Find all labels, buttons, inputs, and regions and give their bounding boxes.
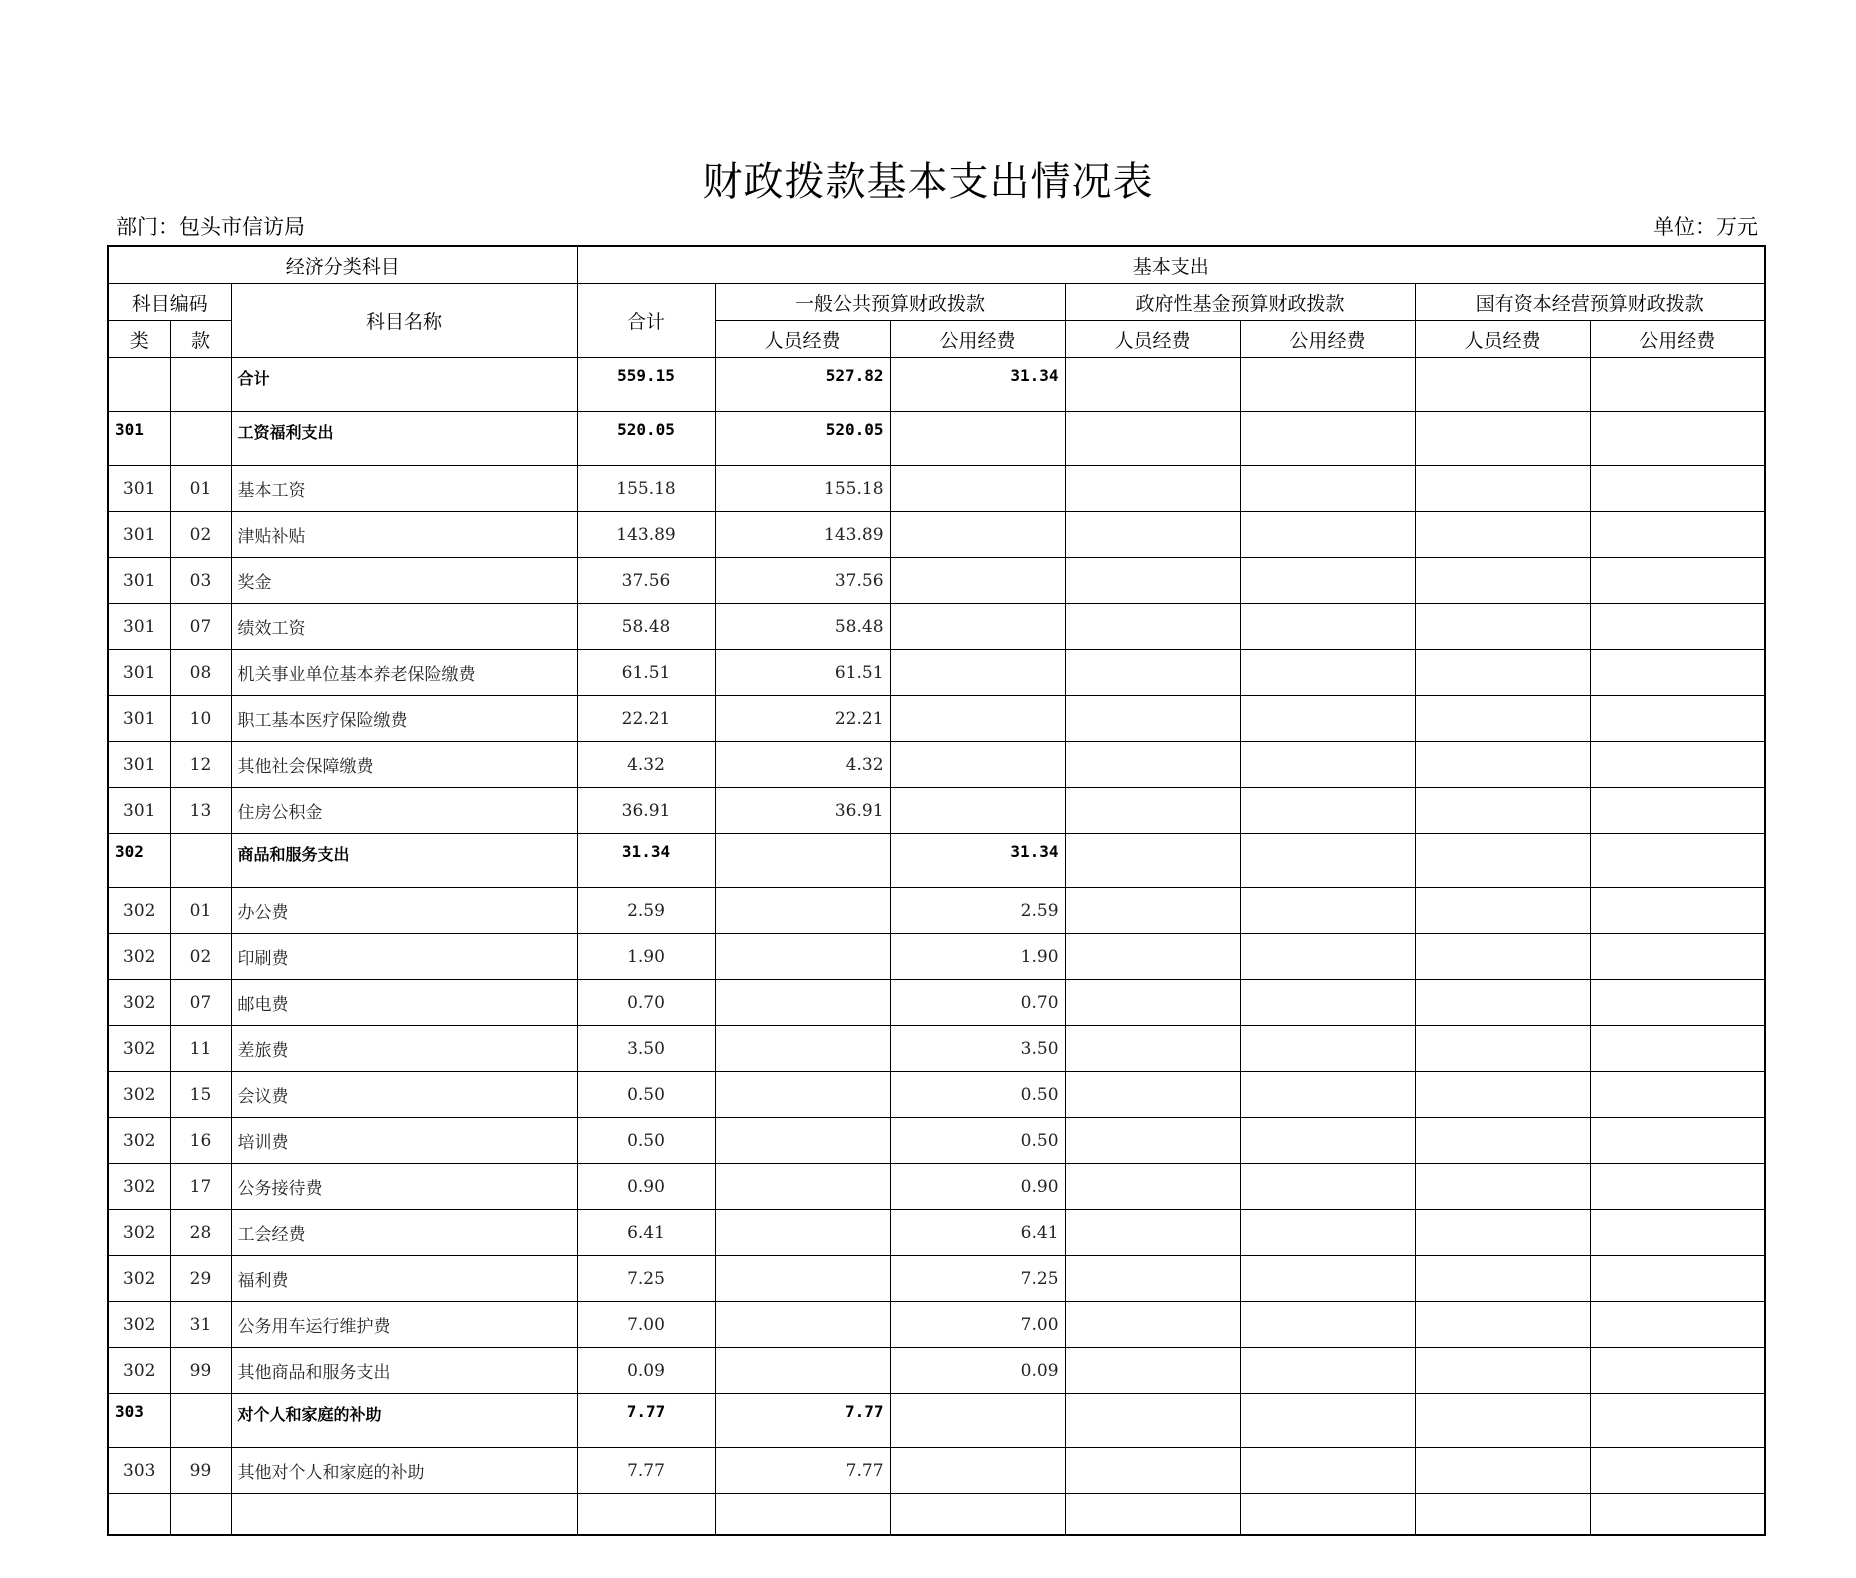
cell-state-capital-personnel — [1415, 1448, 1590, 1494]
cell-kuan: 31 — [170, 1302, 231, 1348]
cell-total: 143.89 — [577, 512, 715, 558]
cell-name: 福利费 — [231, 1256, 577, 1302]
header-gov-fund-public: 公用经费 — [1240, 321, 1415, 358]
cell-state-capital-personnel — [1415, 1210, 1590, 1256]
table-row — [108, 834, 1765, 888]
header-gov-fund: 政府性基金预算财政拨款 — [1065, 284, 1415, 321]
cell-general-public: 2.59 — [890, 888, 1065, 934]
cell-total: 58.48 — [577, 604, 715, 650]
cell-gov-fund-personnel — [1065, 788, 1240, 834]
cell-total: 520.05 — [577, 412, 715, 466]
cell-gov-fund-public — [1240, 466, 1415, 512]
page-title: 财政拨款基本支出情况表 — [702, 159, 1154, 205]
cell-lei: 303 — [108, 1394, 170, 1448]
cell-general-personnel — [715, 1072, 890, 1118]
cell-state-capital-public — [1590, 1072, 1765, 1118]
cell-total: 61.51 — [577, 650, 715, 696]
header-state-capital: 国有资本经营预算财政拨款 — [1415, 284, 1765, 321]
cell-general-personnel: 527.82 — [715, 358, 890, 412]
table-row — [108, 512, 1765, 558]
cell-name: 公务接待费 — [231, 1164, 577, 1210]
cell-general-personnel — [715, 888, 890, 934]
table-row — [108, 1394, 1765, 1448]
cell-gov-fund-public — [1240, 1118, 1415, 1164]
cell-lei: 301 — [108, 512, 170, 558]
cell-kuan: 99 — [170, 1448, 231, 1494]
cell-general-public — [890, 412, 1065, 466]
cell-general-personnel — [715, 1256, 890, 1302]
cell-state-capital-public — [1590, 834, 1765, 888]
cell-gov-fund-personnel — [1065, 934, 1240, 980]
header-state-capital-personnel: 人员经费 — [1415, 321, 1590, 358]
cell-general-personnel: 58.48 — [715, 604, 890, 650]
cell-name: 基本工资 — [231, 466, 577, 512]
cell-lei: 301 — [108, 742, 170, 788]
cell-general-public: 7.00 — [890, 1302, 1065, 1348]
cell-total: 0.50 — [577, 1118, 715, 1164]
header-kuan: 款 — [170, 321, 231, 358]
cell-gov-fund-public — [1240, 358, 1415, 412]
table-row — [108, 1164, 1765, 1210]
cell-gov-fund-public — [1240, 888, 1415, 934]
cell-lei — [108, 358, 170, 412]
cell-state-capital-public — [1590, 512, 1765, 558]
table-row — [108, 788, 1765, 834]
cell-gov-fund-public — [1240, 788, 1415, 834]
header-name: 科目名称 — [231, 284, 577, 358]
cell-general-personnel — [715, 980, 890, 1026]
cell-lei: 302 — [108, 1072, 170, 1118]
table-row — [108, 1448, 1765, 1494]
table-row — [108, 650, 1765, 696]
cell-lei: 302 — [108, 980, 170, 1026]
table-row — [108, 888, 1765, 934]
cell-general-personnel — [715, 1302, 890, 1348]
cell-name: 办公费 — [231, 888, 577, 934]
table-body — [108, 358, 1765, 1536]
table-row — [108, 1118, 1765, 1164]
table-row — [108, 1210, 1765, 1256]
cell-gov-fund-personnel — [1065, 604, 1240, 650]
cell-total: 4.32 — [577, 742, 715, 788]
cell-general-public: 0.70 — [890, 980, 1065, 1026]
cell-gov-fund-personnel — [1065, 980, 1240, 1026]
cell-state-capital-public — [1590, 412, 1765, 466]
cell-state-capital-public — [1590, 1394, 1765, 1448]
cell-state-capital-personnel — [1415, 512, 1590, 558]
cell-general-public — [890, 742, 1065, 788]
table-row — [108, 412, 1765, 466]
cell-general-public: 0.09 — [890, 1348, 1065, 1394]
cell-state-capital-personnel — [1415, 1164, 1590, 1210]
cell-lei: 301 — [108, 412, 170, 466]
cell-general-public — [890, 512, 1065, 558]
cell-gov-fund-public — [1240, 1348, 1415, 1394]
cell-gov-fund-public — [1240, 1448, 1415, 1494]
cell-general-personnel: 143.89 — [715, 512, 890, 558]
cell-name: 工会经费 — [231, 1210, 577, 1256]
cell-kuan — [170, 358, 231, 412]
cell-lei: 301 — [108, 604, 170, 650]
cell-state-capital-personnel — [1415, 1348, 1590, 1394]
cell-total: 31.34 — [577, 834, 715, 888]
cell-gov-fund-public — [1240, 1302, 1415, 1348]
cell-state-capital-public — [1590, 1448, 1765, 1494]
cell-general-public: 3.50 — [890, 1026, 1065, 1072]
cell-state-capital-public — [1590, 466, 1765, 512]
cell-gov-fund-personnel — [1065, 466, 1240, 512]
cell-kuan: 01 — [170, 466, 231, 512]
cell-state-capital-personnel — [1415, 788, 1590, 834]
cell-lei: 302 — [108, 1348, 170, 1394]
cell-general-personnel: 4.32 — [715, 742, 890, 788]
unit-label: 单位：万元 — [1653, 215, 1758, 239]
cell-general-public — [890, 696, 1065, 742]
cell-general-public: 0.50 — [890, 1118, 1065, 1164]
cell-kuan: 12 — [170, 742, 231, 788]
header-gov-fund-personnel: 人员经费 — [1065, 321, 1240, 358]
cell-state-capital-public — [1590, 1348, 1765, 1394]
cell-lei: 302 — [108, 834, 170, 888]
table-row — [108, 1026, 1765, 1072]
cell-total: 6.41 — [577, 1210, 715, 1256]
table-row — [108, 1072, 1765, 1118]
cell-kuan — [170, 1394, 231, 1448]
cell-total: 0.50 — [577, 1072, 715, 1118]
cell-gov-fund-personnel — [1065, 1164, 1240, 1210]
cell-state-capital-public — [1590, 1302, 1765, 1348]
cell-kuan: 29 — [170, 1256, 231, 1302]
cell-state-capital-personnel — [1415, 980, 1590, 1026]
table-row — [108, 934, 1765, 980]
cell-gov-fund-public — [1240, 558, 1415, 604]
cell-general-personnel: 22.21 — [715, 696, 890, 742]
empty-cell — [1590, 1494, 1765, 1536]
cell-gov-fund-public — [1240, 1256, 1415, 1302]
cell-kuan: 11 — [170, 1026, 231, 1072]
header-code: 科目编码 — [108, 284, 231, 321]
table-row — [108, 1302, 1765, 1348]
cell-state-capital-personnel — [1415, 466, 1590, 512]
cell-general-personnel — [715, 1210, 890, 1256]
cell-general-public: 0.50 — [890, 1072, 1065, 1118]
cell-name: 合计 — [231, 358, 577, 412]
cell-kuan: 17 — [170, 1164, 231, 1210]
cell-name: 津贴补贴 — [231, 512, 577, 558]
cell-total: 36.91 — [577, 788, 715, 834]
cell-general-public — [890, 1394, 1065, 1448]
expenditure-table — [107, 245, 1766, 1536]
cell-gov-fund-personnel — [1065, 1026, 1240, 1072]
empty-cell — [1415, 1494, 1590, 1536]
cell-name: 对个人和家庭的补助 — [231, 1394, 577, 1448]
cell-general-personnel — [715, 1118, 890, 1164]
cell-name: 其他对个人和家庭的补助 — [231, 1448, 577, 1494]
cell-state-capital-public — [1590, 1256, 1765, 1302]
cell-gov-fund-personnel — [1065, 1394, 1240, 1448]
cell-general-public — [890, 604, 1065, 650]
cell-name: 差旅费 — [231, 1026, 577, 1072]
header-basic-exp: 基本支出 — [577, 246, 1765, 284]
cell-state-capital-personnel — [1415, 604, 1590, 650]
cell-lei: 302 — [108, 934, 170, 980]
header-econ-class: 经济分类科目 — [108, 246, 577, 284]
cell-name: 机关事业单位基本养老保险缴费 — [231, 650, 577, 696]
cell-kuan: 02 — [170, 512, 231, 558]
cell-state-capital-personnel — [1415, 742, 1590, 788]
cell-name: 邮电费 — [231, 980, 577, 1026]
table-row — [108, 1348, 1765, 1394]
cell-kuan: 01 — [170, 888, 231, 934]
cell-lei: 302 — [108, 1302, 170, 1348]
table-row — [108, 604, 1765, 650]
cell-general-personnel — [715, 1348, 890, 1394]
cell-general-public — [890, 650, 1065, 696]
cell-total: 1.90 — [577, 934, 715, 980]
header-general: 一般公共预算财政拨款 — [715, 284, 1065, 321]
empty-cell — [1240, 1494, 1415, 1536]
cell-name: 公务用车运行维护费 — [231, 1302, 577, 1348]
cell-state-capital-personnel — [1415, 1118, 1590, 1164]
cell-state-capital-personnel — [1415, 934, 1590, 980]
cell-general-public: 31.34 — [890, 834, 1065, 888]
cell-general-personnel — [715, 834, 890, 888]
header-general-public: 公用经费 — [890, 321, 1065, 358]
cell-state-capital-personnel — [1415, 358, 1590, 412]
cell-general-personnel — [715, 1026, 890, 1072]
cell-state-capital-public — [1590, 934, 1765, 980]
department-label: 部门：包头市信访局 — [116, 215, 305, 239]
cell-gov-fund-personnel — [1065, 1448, 1240, 1494]
cell-state-capital-public — [1590, 888, 1765, 934]
empty-cell — [170, 1494, 231, 1536]
cell-name: 其他社会保障缴费 — [231, 742, 577, 788]
cell-name: 绩效工资 — [231, 604, 577, 650]
cell-total: 7.00 — [577, 1302, 715, 1348]
cell-general-personnel: 155.18 — [715, 466, 890, 512]
cell-gov-fund-personnel — [1065, 1256, 1240, 1302]
cell-state-capital-personnel — [1415, 1256, 1590, 1302]
cell-total: 2.59 — [577, 888, 715, 934]
cell-gov-fund-personnel — [1065, 696, 1240, 742]
cell-kuan: 08 — [170, 650, 231, 696]
cell-name: 商品和服务支出 — [231, 834, 577, 888]
cell-state-capital-public — [1590, 650, 1765, 696]
table-row — [108, 358, 1765, 412]
cell-lei: 301 — [108, 696, 170, 742]
cell-gov-fund-personnel — [1065, 888, 1240, 934]
cell-gov-fund-public — [1240, 1394, 1415, 1448]
cell-state-capital-personnel — [1415, 1394, 1590, 1448]
cell-gov-fund-public — [1240, 412, 1415, 466]
cell-kuan: 28 — [170, 1210, 231, 1256]
cell-general-personnel: 37.56 — [715, 558, 890, 604]
cell-gov-fund-personnel — [1065, 512, 1240, 558]
cell-gov-fund-personnel — [1065, 412, 1240, 466]
table-row — [108, 1256, 1765, 1302]
cell-general-public — [890, 788, 1065, 834]
cell-state-capital-personnel — [1415, 650, 1590, 696]
cell-kuan — [170, 412, 231, 466]
cell-gov-fund-public — [1240, 604, 1415, 650]
cell-gov-fund-public — [1240, 980, 1415, 1026]
table-row-empty — [108, 1494, 1765, 1536]
cell-kuan: 10 — [170, 696, 231, 742]
cell-general-personnel: 7.77 — [715, 1394, 890, 1448]
cell-gov-fund-personnel — [1065, 1348, 1240, 1394]
cell-gov-fund-personnel — [1065, 1072, 1240, 1118]
cell-gov-fund-public — [1240, 834, 1415, 888]
cell-total: 7.25 — [577, 1256, 715, 1302]
cell-gov-fund-public — [1240, 1164, 1415, 1210]
cell-state-capital-personnel — [1415, 558, 1590, 604]
empty-cell — [231, 1494, 577, 1536]
cell-lei: 302 — [108, 1210, 170, 1256]
cell-general-public: 31.34 — [890, 358, 1065, 412]
header-lei: 类 — [108, 321, 170, 358]
cell-kuan: 99 — [170, 1348, 231, 1394]
cell-state-capital-public — [1590, 358, 1765, 412]
cell-lei: 301 — [108, 466, 170, 512]
cell-state-capital-public — [1590, 1026, 1765, 1072]
cell-general-personnel: 7.77 — [715, 1448, 890, 1494]
cell-state-capital-personnel — [1415, 834, 1590, 888]
cell-kuan: 07 — [170, 604, 231, 650]
cell-general-public: 6.41 — [890, 1210, 1065, 1256]
cell-state-capital-public — [1590, 696, 1765, 742]
cell-kuan: 16 — [170, 1118, 231, 1164]
cell-state-capital-personnel — [1415, 1026, 1590, 1072]
cell-gov-fund-public — [1240, 934, 1415, 980]
empty-cell — [577, 1494, 715, 1536]
cell-state-capital-public — [1590, 1164, 1765, 1210]
cell-gov-fund-public — [1240, 696, 1415, 742]
cell-state-capital-public — [1590, 788, 1765, 834]
cell-general-public: 0.90 — [890, 1164, 1065, 1210]
cell-total: 559.15 — [577, 358, 715, 412]
cell-total: 0.70 — [577, 980, 715, 1026]
cell-state-capital-public — [1590, 742, 1765, 788]
cell-state-capital-personnel — [1415, 1302, 1590, 1348]
cell-general-personnel — [715, 934, 890, 980]
cell-gov-fund-personnel — [1065, 834, 1240, 888]
cell-state-capital-personnel — [1415, 412, 1590, 466]
cell-general-personnel — [715, 1164, 890, 1210]
empty-cell — [1065, 1494, 1240, 1536]
cell-lei: 302 — [108, 1164, 170, 1210]
cell-general-personnel: 520.05 — [715, 412, 890, 466]
cell-state-capital-public — [1590, 558, 1765, 604]
header-state-capital-public: 公用经费 — [1590, 321, 1765, 358]
cell-gov-fund-public — [1240, 1210, 1415, 1256]
cell-kuan: 13 — [170, 788, 231, 834]
cell-gov-fund-personnel — [1065, 1118, 1240, 1164]
cell-total: 7.77 — [577, 1448, 715, 1494]
header-general-personnel: 人员经费 — [715, 321, 890, 358]
cell-total: 7.77 — [577, 1394, 715, 1448]
cell-name: 其他商品和服务支出 — [231, 1348, 577, 1394]
table-header — [108, 246, 1765, 358]
cell-total: 0.09 — [577, 1348, 715, 1394]
cell-lei: 303 — [108, 1448, 170, 1494]
cell-state-capital-public — [1590, 604, 1765, 650]
cell-gov-fund-personnel — [1065, 1302, 1240, 1348]
table-row — [108, 980, 1765, 1026]
cell-gov-fund-public — [1240, 742, 1415, 788]
cell-total: 155.18 — [577, 466, 715, 512]
empty-cell — [890, 1494, 1065, 1536]
table-row — [108, 558, 1765, 604]
cell-kuan: 07 — [170, 980, 231, 1026]
cell-name: 奖金 — [231, 558, 577, 604]
cell-name: 住房公积金 — [231, 788, 577, 834]
cell-general-personnel: 36.91 — [715, 788, 890, 834]
cell-name: 职工基本医疗保险缴费 — [231, 696, 577, 742]
cell-general-personnel: 61.51 — [715, 650, 890, 696]
cell-general-public: 7.25 — [890, 1256, 1065, 1302]
cell-state-capital-public — [1590, 1118, 1765, 1164]
cell-kuan: 15 — [170, 1072, 231, 1118]
cell-total: 3.50 — [577, 1026, 715, 1072]
cell-state-capital-public — [1590, 980, 1765, 1026]
cell-state-capital-public — [1590, 1210, 1765, 1256]
cell-name: 培训费 — [231, 1118, 577, 1164]
cell-lei: 302 — [108, 1118, 170, 1164]
cell-total: 37.56 — [577, 558, 715, 604]
cell-kuan: 03 — [170, 558, 231, 604]
table-row — [108, 696, 1765, 742]
cell-name: 工资福利支出 — [231, 412, 577, 466]
cell-gov-fund-personnel — [1065, 742, 1240, 788]
cell-lei: 301 — [108, 558, 170, 604]
cell-gov-fund-public — [1240, 650, 1415, 696]
cell-lei: 301 — [108, 650, 170, 696]
cell-gov-fund-public — [1240, 1026, 1415, 1072]
cell-gov-fund-personnel — [1065, 650, 1240, 696]
cell-name: 印刷费 — [231, 934, 577, 980]
cell-lei: 302 — [108, 1256, 170, 1302]
cell-kuan: 02 — [170, 934, 231, 980]
table-row — [108, 466, 1765, 512]
header-total: 合计 — [577, 284, 715, 358]
cell-lei: 301 — [108, 788, 170, 834]
cell-total: 0.90 — [577, 1164, 715, 1210]
cell-name: 会议费 — [231, 1072, 577, 1118]
cell-lei: 302 — [108, 888, 170, 934]
cell-gov-fund-personnel — [1065, 1210, 1240, 1256]
cell-general-public — [890, 558, 1065, 604]
cell-state-capital-personnel — [1415, 888, 1590, 934]
cell-gov-fund-public — [1240, 1072, 1415, 1118]
cell-gov-fund-personnel — [1065, 358, 1240, 412]
cell-gov-fund-public — [1240, 512, 1415, 558]
cell-total: 22.21 — [577, 696, 715, 742]
cell-general-public: 1.90 — [890, 934, 1065, 980]
empty-cell — [715, 1494, 890, 1536]
empty-cell — [108, 1494, 170, 1536]
table-row — [108, 742, 1765, 788]
cell-general-public — [890, 466, 1065, 512]
cell-lei: 302 — [108, 1026, 170, 1072]
cell-general-public — [890, 1448, 1065, 1494]
cell-gov-fund-personnel — [1065, 558, 1240, 604]
cell-state-capital-personnel — [1415, 1072, 1590, 1118]
cell-state-capital-personnel — [1415, 696, 1590, 742]
cell-kuan — [170, 834, 231, 888]
